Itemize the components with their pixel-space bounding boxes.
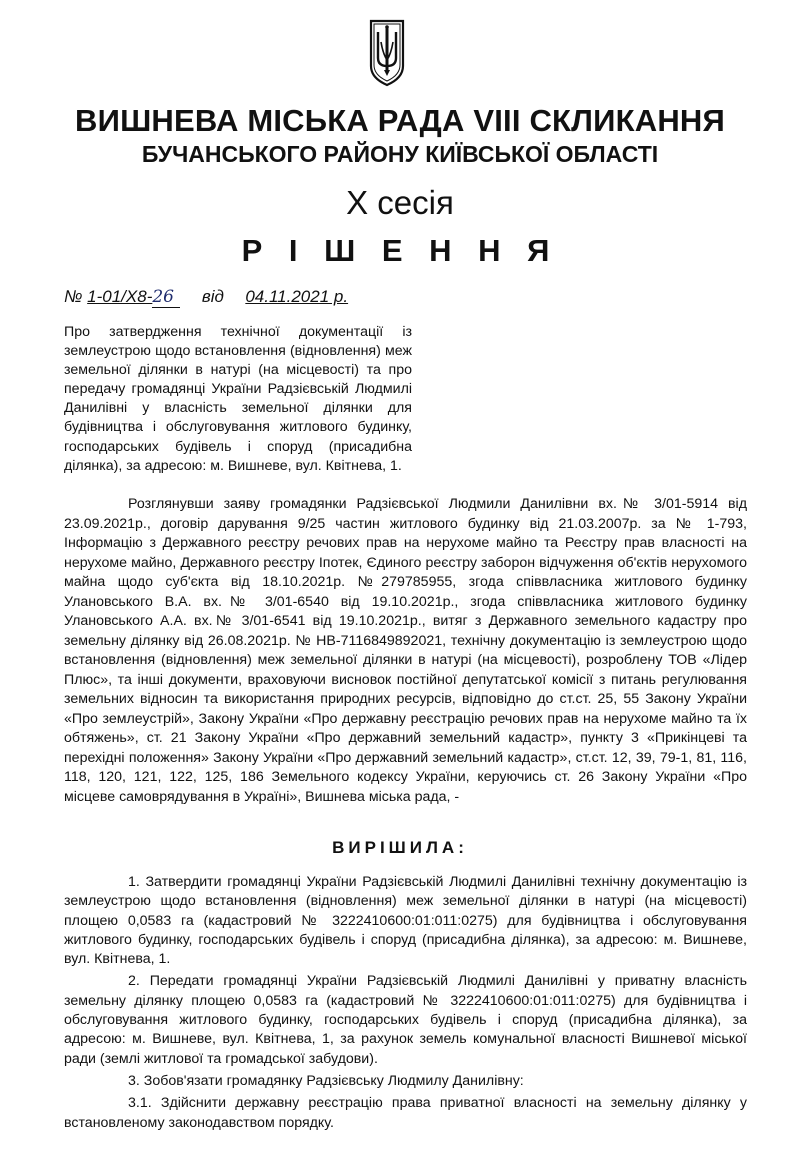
decision-number-prefix: 1-01/X8- — [87, 287, 153, 306]
document-type: Р І Ш Е Н Н Я — [241, 233, 559, 268]
session-title: X сесія — [346, 184, 454, 221]
clauses-list — [64, 873, 747, 1136]
decision-number-line — [64, 287, 348, 308]
trident-coat-of-arms-icon — [367, 18, 407, 88]
decision-number-handwritten: 26 — [152, 287, 180, 308]
clause-item: 1. Затвердити громадянці України Радзієвській Людмилі Данилівні технічну документацію із землеустрою щодо встановлення (відновлення) меж земельної ділянки в натурі (на місцевості) площею 0,0583 га (кадастровий № 3222410600:01:011:0275) для будівництва і обслуговування житлового будинку, господарських будівель і споруд (присадибна ділянка), за адресою: м. Вишневе, вул. Квітнева, 1. — [64, 874, 747, 968]
preamble-paragraph: Розглянувши заяву громадянки Радзієвської Людмили Данилівни вх.№ 3/01-5914 від 23.09.2021р., договір дарування 9/25 частин житлового будинку від 21.03.2007р. за № 1-793, Інформацію з Державного реєстру речових прав на нерухоме майно та Реєстру прав власності на нерухоме майно, Державного реєстру Іпотек, Єдиного реєстру заборон відчуження об'єктів нерухомого майна щодо суб'єкта від 18.10.2021р. №279785955, згода співвласника житлового будинку Улановського В.А. вх.№ 3/01-6540 від 19.10.2021р., згода співвласника житлового будинку Улановського А.А. вх.№ 3/01-6541 від 19.10.2021р., витяг з Державного земельного кадастру про земельну ділянку від 26.08.2021р. № НВ-7116849892021, технічну документацію із землеустрою щодо встановлення (відновлення) меж земельної ділянки в натурі (на місцевості), розроблену ТОВ «Лідер Плюс», та інші документи, враховуючи висновок постійної депутатської комісії з питань регулювання земельних відносин та використання природних ресурсів, відповідно до ст.ст. 25, 55 Закону України «Про землеустрій», Закону України «Про державну реєстрацію речових прав на нерухоме майно та їх обтяжень», ст. 21 Закону України «Про державний земельний кадастр», пункту 3 «Прикінцеві та перехідні положення» Закону України «Про державний земельний кадастр», ст.ст. 12, 39, 79-1, 81, 116, 118, 120, 121, 122, 125, 186 Земельного кодексу України, керуючись ст. 26 Закону України «Про місцеве самоврядування в Україні», Вишнева міська рада, - — [64, 496, 747, 805]
decision-date: 04.11.2021 р. — [245, 287, 349, 306]
number-label: № — [64, 287, 83, 306]
clause-item: 3.1. Здійснити державну реєстрацію права приватної власності на земельну ділянку у встановленому законодавством порядку. — [64, 1095, 747, 1131]
clause-item: 2. Передати громадянці України Радзієвській Людмилі Данилівні у приватну власність земельну ділянку площею 0,0583 га (кадастровий № 3222410600:01:011:0275) для будівництва і обслуговування житлового будинку, господарських будівель і споруд (присадибна ділянка), за адресою: м. Вишневе, вул. Квітнева, 1, за рахунок земель комунальної власності Вишневої міської ради (землі житлової та громадської забудови). — [64, 973, 747, 1067]
date-label: від — [201, 287, 224, 306]
council-district: БУЧАНСЬКОГО РАЙОНУ КИЇВСЬКОЇ ОБЛАСТІ — [141, 141, 659, 167]
resolved-heading: ВИРІШИЛА: — [332, 838, 468, 857]
clause-item: 3. Зобов'язати громадянку Радзієвську Людмилу Данилівну: — [128, 1072, 524, 1089]
decision-subject: Про затвердження технічної документації із землеустрою щодо встановлення (відновлення) меж земельної ділянки в натурі (на місцевості) та про передачу громадянці України Радзієвській Людмилі Данилівні у власність земельної ділянки для будівництва і обслуговування житлового будинку, господарських будівель і споруд (присадибна ділянка), за адресою: м. Вишневе, вул. Квітнева, 1. — [64, 324, 412, 474]
council-name: ВИШНЕВА МІСЬКА РАДА VIII СКЛИКАННЯ — [75, 103, 725, 138]
